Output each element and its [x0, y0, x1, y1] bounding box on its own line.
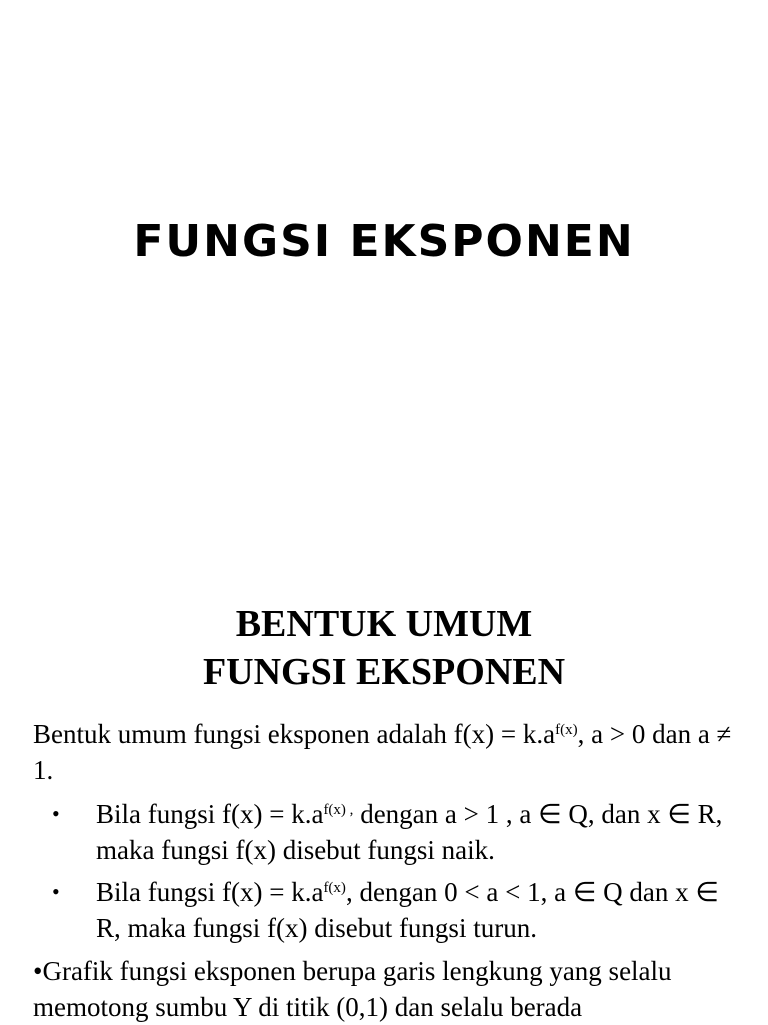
section-heading-line-1: BENTUK UMUM [235, 603, 533, 645]
graph-description-paragraph: •Grafik fungsi eksponen berupa garis lengkung yang selalu memotong sumbu Y di titik (0,1) dan selalu berada [33, 956, 672, 1022]
definition-conditions: , a > 0 dan a ≠ 1. [33, 719, 732, 785]
bullet-item-decreasing [0, 874, 736, 946]
definition-exponent: f(x) [555, 722, 578, 738]
bullet-marker: • [52, 801, 60, 826]
bullet-text: Bila fungsi f(x) = k.a [96, 799, 324, 829]
bullet-list-increasing [0, 796, 768, 868]
bullet-marker: • [52, 879, 60, 904]
bullet-conditions: dengan a > 1 , a ∈ Q, dan x ∈ R, maka fungsi f(x) disebut fungsi naik. [96, 799, 723, 865]
section-heading-line-2: FUNGSI EKSPONEN [202, 651, 566, 693]
section-heading [0, 600, 768, 696]
slide-title: FUNGSI EKSPONEN [133, 216, 635, 267]
bullet-exponent: f(x) , [323, 802, 354, 818]
bullet-list-decreasing [0, 874, 768, 946]
bullet-conditions: , dengan 0 < a < 1, a ∈ Q dan x ∈ R, maka fungsi f(x) disebut fungsi turun. [96, 877, 719, 943]
bullet-item-increasing [0, 796, 736, 868]
bullet-text: Bila fungsi f(x) = k.a [96, 877, 324, 907]
bullet-exponent: f(x) [323, 880, 346, 896]
definition-text: Bentuk umum fungsi eksponen adalah f(x) = k.a [33, 719, 556, 749]
definition-paragraph [33, 716, 738, 788]
